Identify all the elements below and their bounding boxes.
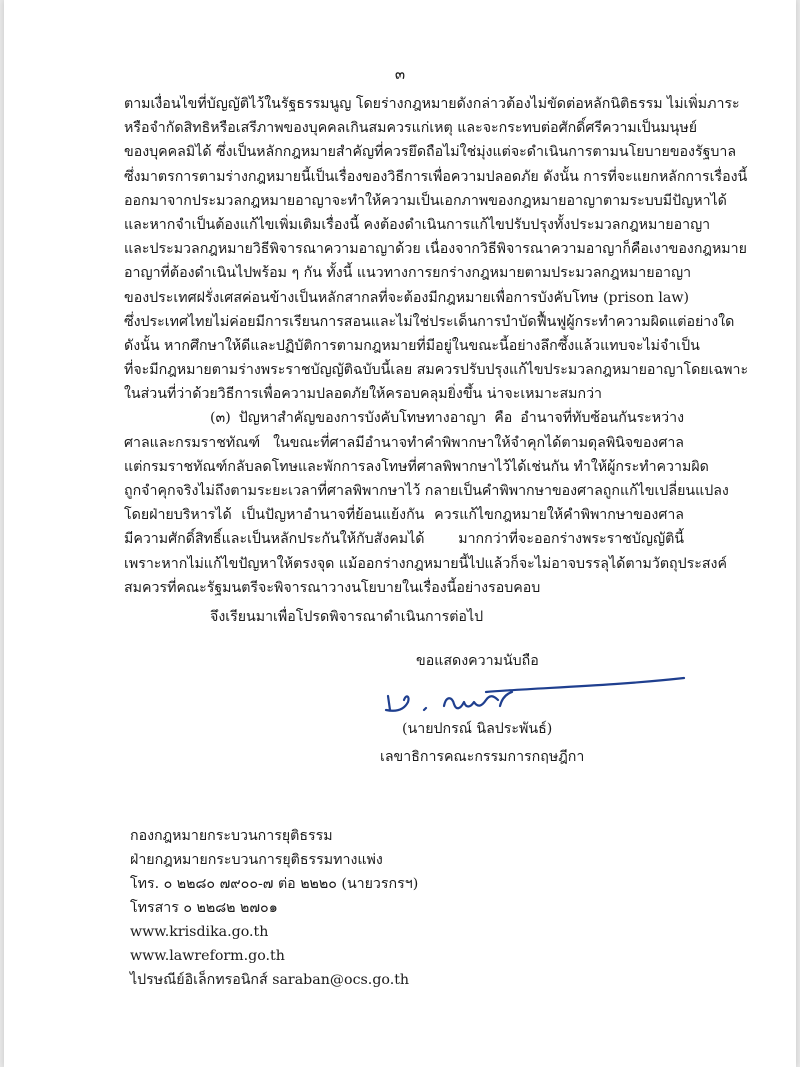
body-line: โดยฝ่ายบริหารได้ เป็นปัญหาอำนาจที่ย้อนแย้งกัน ควรแก้ไขกฎหมายให้คำพิพากษาของศาล [124,507,684,524]
website-krisdika: www.krisdika.go.th [130,924,269,940]
body-line: สมควรที่คณะรัฐมนตรีจะพิจารณาวางนโยบายในเรื่องนี้อย่างรอบคอบ [124,579,541,596]
body-line: และประมวลกฎหมายวิธีพิจารณาความอาญาด้วย เนื่องจากวิธีพิจารณาความอาญาก็คือเงาของกฎหมาย [124,241,747,258]
document-page [4,0,796,1067]
signatory-title: เลขาธิการคณะกรรมการกฤษฎีกา [380,749,585,765]
body-line: ของบุคคลมิได้ ซึ่งเป็นหลักกฎหมายสำคัญที่ควรยึดถือไม่ใช่มุ่งแต่จะดำเนินการตามนโยบายของรัฐบาล [124,144,737,161]
body-line: ศาลและกรมราชทัณฑ์ ในขณะที่ศาลมีอำนาจทำคำพิพากษาให้จำคุกได้ตามดุลพินิจของศาล [124,434,684,451]
body-line: ออกมาจากประมวลกฎหมายอาญาจะทำให้ความเป็นเอกภาพของกฎหมายอาญาตามระบบมีปัญหาได้ [124,192,727,209]
section-3-heading-line: (๓) ปัญหาสำคัญของการบังคับโทษทางอาญา คือ อำนาจที่ทับซ้อนกันระหว่าง [210,410,684,427]
telephone-line: โทร. ๐ ๒๒๘๐ ๗๙๐๐-๗ ต่อ ๒๒๒๐ (นายวรกรฯ) [130,876,419,892]
handwritten-signature [382,670,692,720]
body-line: ดังนั้น หากศึกษาให้ดีและปฏิบัติการตามกฎหมายที่มีอยู่ในขณะนี้อย่างลึกซึ้งแล้วแทบจะไม่จำเป็น [124,337,700,354]
body-line: ถูกจำคุกจริงไม่ถึงตามระยะเวลาที่ศาลพิพากษาไว้ กลายเป็นคำพิพากษาของศาลถูกแก้ไขเปลี่ยนแปลง [124,483,729,499]
body-line: ของประเทศฝรั่งเศสค่อนข้างเป็นหลักสากลที่จะต้องมีกฎหมายเพื่อการบังคับโทษ (prison law) [124,289,690,306]
body-line: ซึ่งประเทศไทยไม่ค่อยมีการเรียนการสอนและไม่ใช่ประเด็นการบำบัดฟื้นฟูผู้กระทำความผิดแต่อย่างใด [124,313,735,330]
fax-line: โทรสาร ๐ ๒๒๘๒ ๒๗๐๑ [130,900,278,916]
body-line: ที่จะมีกฎหมายตามร่างพระราชบัญญัติฉบับนี้เลย สมควรปรับปรุงแก้ไขประมวลกฎหมายอาญาโดยเฉพาะ [124,362,749,379]
body-text [124,92,749,600]
department-name: กองกฎหมายกระบวนการยุติธรรม [130,828,333,844]
email-line: ไปรษณีย์อิเล็กทรอนิกส์ saraban@ocs.go.th [130,972,410,988]
body-line: แต่กรมราชทัณฑ์กลับลดโทษและพักการลงโทษที่ศาลพิพากษาไว้ได้เช่นกัน ทำให้ผู้กระทำความผิด [124,458,709,475]
division-name: ฝ่ายกฎหมายกระบวนการยุติธรรมทางแพ่ง [130,852,383,868]
website-lawreform: www.lawreform.go.th [130,948,285,964]
body-line: ซึ่งมาตรการตามร่างกฎหมายนี้เป็นเรื่องของวิธีการเพื่อความปลอดภัย ดังนั้น การที่จะแยกหลักการเรื่องนี้ [124,168,748,185]
body-line: มีความศักดิ์สิทธิ์และเป็นหลักประกันให้กับสังคมได้ มากกว่าที่จะออกร่างพระราชบัญญัตินี้ [124,531,684,548]
page-number: ๓ [394,65,406,83]
body-line: และหากจำเป็นต้องแก้ไขเพิ่มเติมเรื่องนี้ คงต้องดำเนินการแก้ไขปรับปรุงทั้งประมวลกฎหมายอาญา [124,216,711,233]
signatory-name: (นายปกรณ์ นิลประพันธ์) [402,721,553,737]
contact-block [130,824,418,992]
body-line: ตามเงื่อนไขที่บัญญัติไว้ในรัฐธรรมนูญ โดยร่างกฎหมายดังกล่าวต้องไม่ขัดต่อหลักนิติธรรม ไม่เพิ่มภาระ [124,96,740,112]
closing-line: จึงเรียนมาเพื่อโปรดพิจารณาดำเนินการต่อไป [210,609,484,625]
body-line: เพราะหากไม่แก้ไขปัญหาให้ตรงจุด แม้ออกร่างกฎหมายนี้ไปแล้วก็จะไม่อาจบรรลุได้ตามวัตถุประสงค์ [124,555,727,572]
body-line: ในส่วนที่ว่าด้วยวิธีการเพื่อความปลอดภัยให้ครอบคลุมยิ่งขึ้น น่าจะเหมาะสมกว่า [124,386,603,403]
body-line: อาญาที่ต้องดำเนินไปพร้อม ๆ กัน ทั้งนี้ แนวทางการยกร่างกฎหมายตามประมวลกฎหมายอาญา [124,265,692,282]
body-line: หรือจำกัดสิทธิหรือเสรีภาพของบุคคลเกินสมควรแก่เหตุ และจะกระทบต่อศักดิ์ศรีความเป็นมนุษย์ [124,120,698,137]
regards-text: ขอแสดงความนับถือ [416,653,539,669]
